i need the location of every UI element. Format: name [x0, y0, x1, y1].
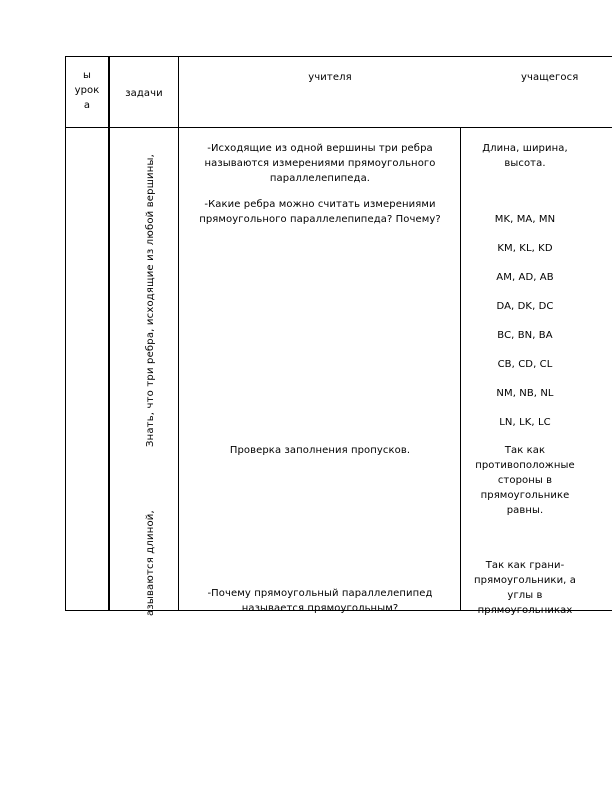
teacher-paragraph-3: Проверка заполнения пропусков.: [229, 445, 411, 456]
teacher-p1-line-1: -Исходящие из одной вершины три ребра: [207, 143, 433, 154]
header-stages-cell: [66, 68, 108, 113]
student-a2-line-1: Так как: [504, 445, 546, 456]
student-answer-3: [461, 558, 589, 618]
bottom-rotated-text: азываются длиной,: [145, 510, 156, 616]
teacher-paragraph-1: [180, 141, 460, 186]
student-a2-line-3: стороны в: [497, 475, 553, 486]
student-a3-line-4: прямоугольниках: [477, 605, 573, 616]
student-a3-line-3: углы в: [507, 590, 543, 601]
header-stages-line-3: а: [83, 100, 91, 111]
teacher-p1-line-3: параллелепипеда.: [269, 173, 371, 184]
teacher-paragraph-2: [180, 197, 460, 227]
table-top-border: [65, 56, 612, 57]
edge-list-item: NM, NB, NL: [496, 388, 554, 399]
student-a1-line-1: Длина, ширина,: [482, 143, 568, 154]
teacher-p2-line-2: прямоугольного параллелепипеда? Почему?: [199, 214, 441, 225]
edge-list-item: DA, DK, DC: [496, 301, 554, 312]
student-a2-line-2: противоположные: [475, 460, 575, 471]
header-tasks: задачи: [125, 88, 163, 99]
edge-list-item: MK, MA, MN: [494, 214, 556, 225]
student-a3-line-1: Так как грани-: [485, 560, 565, 571]
table-left-border: [65, 56, 66, 611]
bottom-rotated-clip: [110, 490, 178, 616]
teacher-paragraph-4-clip: [180, 580, 460, 614]
student-a1-line-2: высота.: [504, 158, 546, 169]
goal-rotated-text: Знать, что три ребра, исходящие из любой вершины,: [145, 154, 156, 447]
student-answer-1: [461, 141, 589, 171]
header-stages-line-2: урок: [74, 85, 100, 96]
edge-list-item: LN, LK, LC: [499, 417, 551, 428]
student-a2-line-4: прямоугольнике: [480, 490, 570, 501]
header-teacher: учителя: [308, 72, 352, 83]
edge-list-item: KM, KL, KD: [497, 243, 553, 254]
edge-list-item: AM, AD, AB: [496, 272, 554, 283]
student-answer-2: [461, 443, 589, 518]
header-stages-line-1: ы: [83, 70, 91, 81]
student-a3-line-2: прямоугольники, а: [474, 575, 576, 586]
edge-list-item: CB, CD, CL: [497, 359, 553, 370]
teacher-p4-line-2: называется прямоугольным?: [241, 603, 399, 614]
header-divider: [65, 127, 612, 128]
edge-list-item: BC, BN, BA: [497, 330, 553, 341]
header-student: учащегося: [521, 72, 579, 83]
column-divider-2: [178, 56, 179, 611]
student-answer-3-clip: [461, 550, 589, 616]
teacher-paragraph-4: [180, 586, 460, 616]
student-a2-line-5: равны.: [506, 505, 544, 516]
teacher-p4-line-1: -Почему прямоугольный параллелепипед: [207, 588, 433, 599]
teacher-p2-line-1: -Какие ребра можно считать измерениями: [204, 199, 436, 210]
teacher-p1-line-2: называются измерениями прямоугольного: [204, 158, 436, 169]
